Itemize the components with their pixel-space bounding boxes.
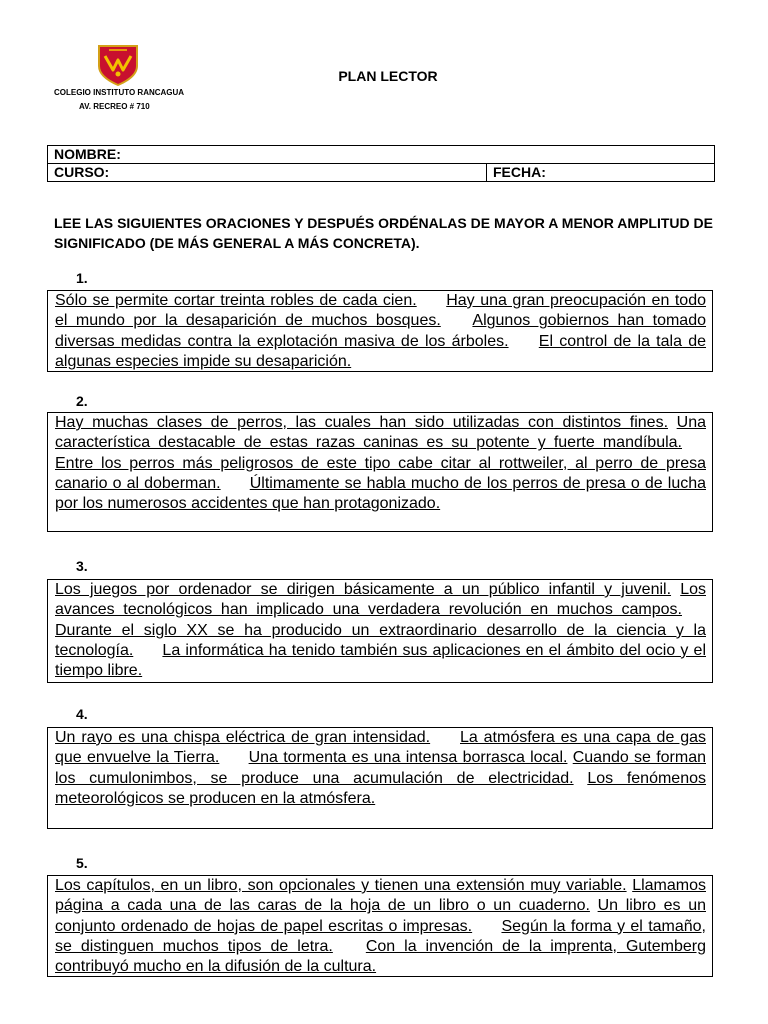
sentence: Los fenómenos meteorológicos se producen en la atmósfera.	[55, 769, 707, 807]
sentence: Los avances tecnológicos han implicado una verdadera revolución en muchos campos.	[55, 581, 706, 619]
sentence: Últimamente se habla mucho de los perros de presa o de lucha por los numerosos accidentes que han protagonizado.	[55, 474, 707, 513]
sentence: Hay muchas clases de perros, las cuales han sido utilizadas con distintos fines.	[55, 414, 669, 431]
sentence: Algunos gobiernos han tomado diversas medidas contra la explotación masiva de los árboles.	[55, 312, 707, 350]
exercise-box	[47, 412, 713, 532]
school-address: AV. RECREO # 710	[79, 102, 150, 111]
exercise-box	[47, 875, 713, 977]
sentence: Según la forma y el tamaño, se distinguen muchos tipos de letra.	[55, 917, 707, 955]
exercise-box	[47, 290, 713, 372]
sentence: El control de la tala de algunas especies impide su desaparición.	[55, 332, 707, 370]
exercise-number: 5.	[76, 855, 88, 871]
sentence: La informática ha tenido también sus aplicaciones en el ámbito del ocio y el tiempo libre.	[55, 641, 706, 680]
sentence: Los capítulos, en un libro, son opcionales y tienen una extensión muy variable.	[55, 877, 627, 894]
sentence: Cuando se forman los cumulonimbos, se produce una acumulación de electricidad.	[55, 749, 706, 787]
sentence: Con la invención de la imprenta, Gutemberg contribuyó mucho en la difusión de la cultura.	[55, 937, 707, 976]
sentence: La atmósfera es una capa de gas que envuelve la Tierra.	[55, 729, 706, 767]
nombre-label: NOMBRE:	[54, 146, 121, 162]
nombre-field[interactable]	[48, 146, 715, 164]
sentence: Sólo se permite cortar treinta robles de cada cien.	[55, 292, 417, 309]
page-title: PLAN LECTOR	[338, 68, 438, 84]
sentence: Durante el siglo XX se ha producido un extraordinario desarrollo de la ciencia y la tecnología.	[55, 621, 706, 659]
student-info-table	[47, 145, 715, 182]
curso-label: CURSO:	[54, 164, 110, 180]
exercise-number: 3.	[76, 558, 88, 574]
school-name: COLEGIO INSTITUTO RANCAGUA	[54, 88, 185, 97]
sentence: Un rayo es una chispa eléctrica de gran intensidad.	[55, 729, 431, 746]
exercise-number: 1.	[76, 270, 88, 286]
sentence: Un libro es un conjunto ordenado de hojas de papel escritas o impresas.	[55, 897, 706, 935]
sentence: Los juegos por ordenador se dirigen básicamente a un público infantil y juvenil.	[55, 581, 672, 598]
exercise-number: 4.	[76, 706, 88, 722]
sentence: Hay una gran preocupación en todo el mundo por la desaparición de muchos bosques.	[55, 292, 707, 330]
fecha-label: FECHA:	[493, 164, 546, 180]
exercise-box	[47, 579, 713, 683]
fecha-field[interactable]	[487, 164, 715, 182]
curso-field[interactable]	[48, 164, 487, 182]
sentence: Llamamos página a cada una de las caras de la hoja de un libro o un cuaderno.	[55, 877, 706, 915]
instructions: LEE LAS SIGUIENTES ORACIONES Y DESPUÉS ORDÉNALAS DE MAYOR A MENOR AMPLITUD DE SIGNIFICADO (DE MÁS GENERAL A MÁS CONCRETA).	[54, 215, 713, 251]
exercise-number: 2.	[76, 393, 88, 409]
exercise-box	[47, 727, 713, 829]
sentence: Una característica destacable de estas razas caninas es su potente y fuerte mandíbula.	[55, 414, 706, 452]
sentence: Entre los perros más peligrosos de este tipo cabe citar al rottweiler, al perro de presa canario o al doberman.	[55, 454, 706, 492]
sentence: Una tormenta es una intensa borrasca local.	[248, 749, 568, 767]
